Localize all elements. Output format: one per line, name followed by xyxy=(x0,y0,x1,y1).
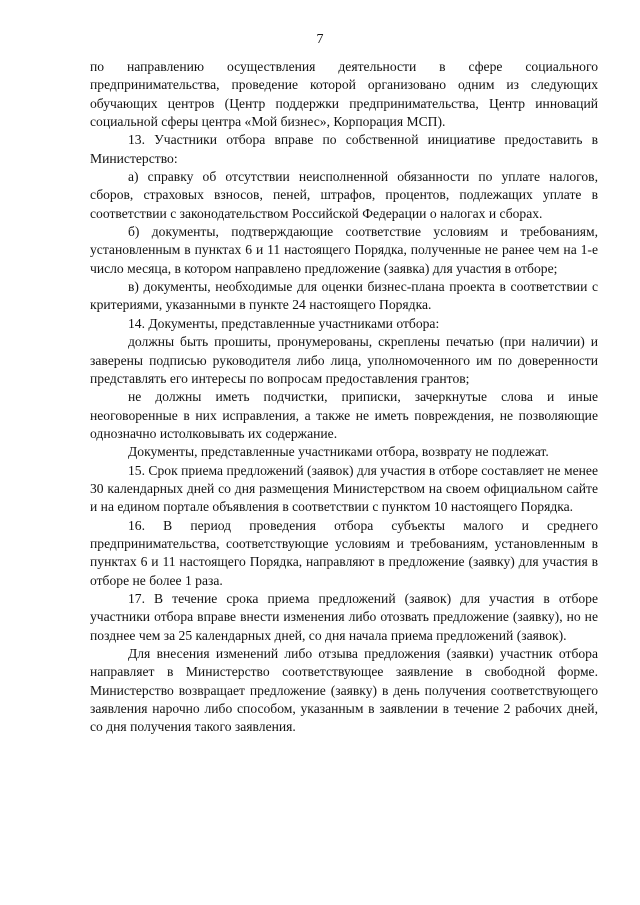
paragraph-clause-14-note: Документы, представленные участниками отбора, возврату не подлежат. xyxy=(128,444,549,460)
paragraph-clause-15: 15. Срок приема предложений (заявок) для участия в отборе составляет не менее 30 календарных дней со дня размещения Министерством на своем официальном сайте и на едином портале объявления в соответствии с пунктом 10 настоящего Порядка. xyxy=(90,462,598,515)
paragraph-clause-14: 14. Документы, представленные участниками отбора: xyxy=(128,315,440,331)
paragraph-clause-17-procedure: Для внесения изменений либо отзыва предложения (заявки) участник отбора направляет в Министерство соответствующее заявление в свободной форме. Министерство возвращает предложение (заявку) в день получения соответствующего заявления нарочно либо способом, указанным в заявлении в течение 2 рабочих дней, со дня получения такого заявления. xyxy=(90,646,598,735)
paragraph-clause-16: 16. В период проведения отбора субъекты малого и среднего предпринимательства, соответствующие условиям и требованиям, установленным в пунктах 6 и 11 настоящего Порядка, направляют в предложение (заявку) для участия в отборе не более 1 раза. xyxy=(90,517,598,588)
paragraph-clause-13v: в) документы, необходимые для оценки бизнес-плана проекта в соответствии с критериями, указанными в пункте 24 настоящего Порядка. xyxy=(90,279,598,313)
paragraph-clause-17: 17. В течение срока приема предложений (заявок) для участия в отборе участники отбора вправе внести изменения либо отозвать предложение (заявку), но не позднее чем за 25 календарных дней, со дня начала приема предложений (заявок). xyxy=(90,590,598,643)
paragraph-clause-13b: б) документы, подтверждающие соответствие условиям и требованиям, установленным в пунктах 6 и 11 настоящего Порядка, полученные не ранее чем на 1-е число месяца, в котором направлено предложение (заявка) для участия в отборе; xyxy=(90,224,598,276)
paragraph-clause-14-item-1: должны быть прошиты, пронумерованы, скреплены печатью (при наличии) и заверены подписью руководителя либо лица, уполномоченного им по доверенности представлять его интересы по вопросам предоставления грантов; xyxy=(90,334,598,386)
paragraph-continuation: по направлению осуществления деятельности в сфере социального предпринимательства, проведение которой организовано одним из следующих обучающих центров (Центр поддержки предпринимательства, Центр инноваций социальной сферы центра «Мой бизнес», Корпорация МСП). xyxy=(90,59,598,130)
page-number: 7 xyxy=(316,32,324,47)
paragraph-clause-13: 13. Участники отбора вправе по собственной инициативе предоставить в Министерство: xyxy=(90,132,598,166)
paragraph-clause-13a: а) справку об отсутствии неисполненной обязанности по уплате налогов, сборов, страховых взносов, пеней, штрафов, процентов, подлежащих уплате в соответствии с законодательством Российской Федерации о налогах и сборах. xyxy=(90,169,598,221)
paragraph-clause-14-item-2: не должны иметь подчистки, приписки, зачеркнутые слова и иные неоговоренные в них исправления, а также не иметь повреждения, не позволяющие однозначно истолковывать их содержание. xyxy=(90,389,598,441)
document-body xyxy=(90,58,598,737)
